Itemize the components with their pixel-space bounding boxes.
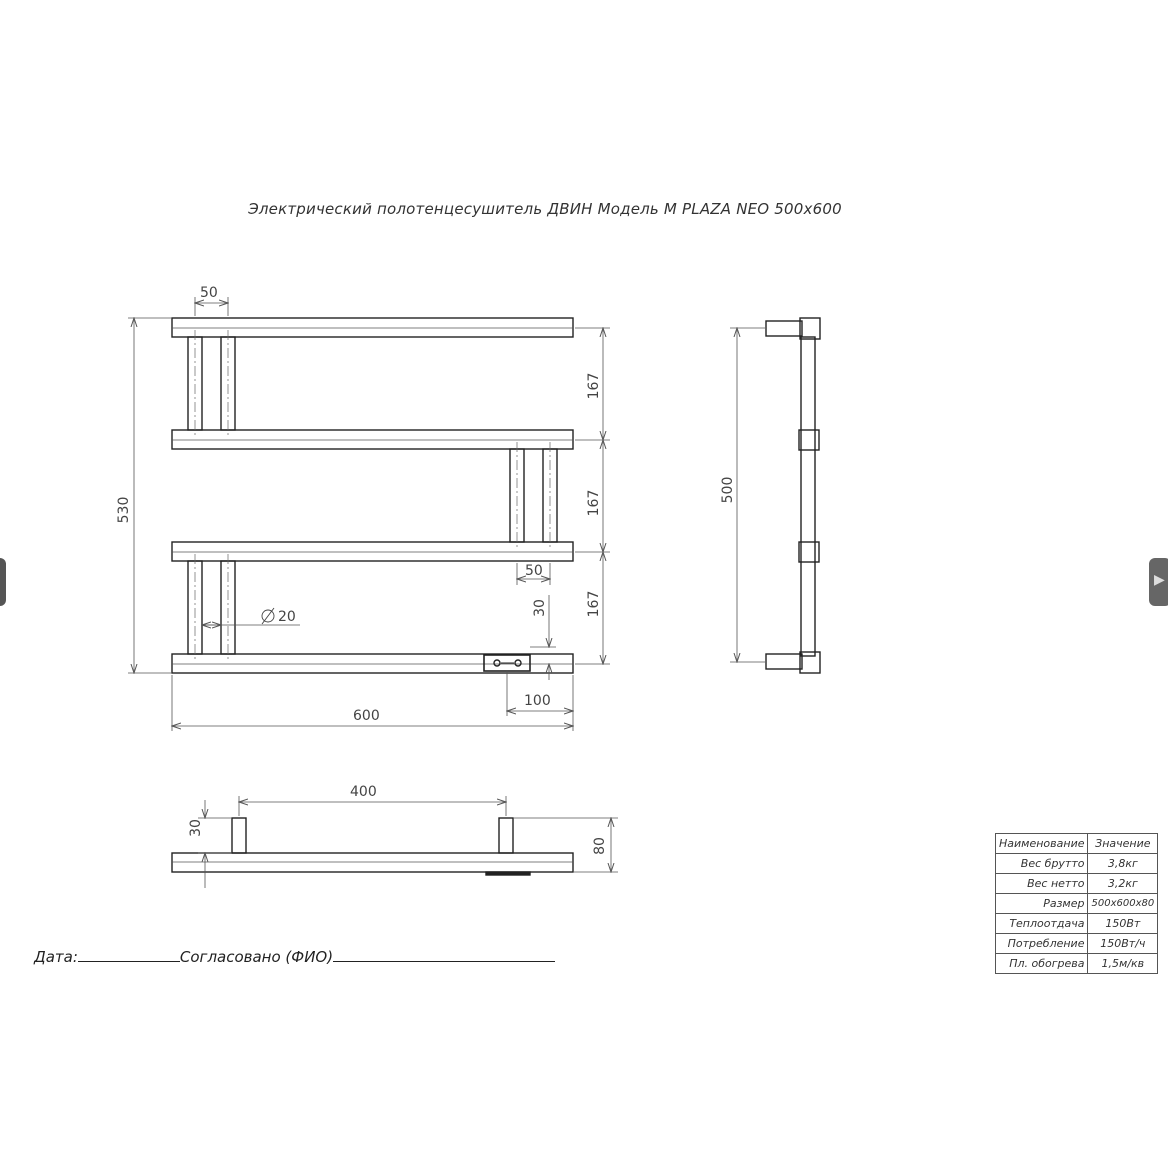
specs-header-value: Значение [1088, 834, 1158, 854]
side-mid-block-2 [799, 542, 819, 562]
dim-100: 100 [524, 693, 551, 709]
dim-500: 500 [720, 476, 736, 504]
front-view [172, 318, 573, 673]
table-row [996, 914, 1158, 934]
spec-value: 500x600x80 [1088, 894, 1158, 914]
top-view [172, 818, 573, 875]
crossbar-3 [172, 542, 573, 561]
spec-name: Пл. обогрева [996, 954, 1088, 974]
spec-name: Теплоотдача [996, 914, 1088, 934]
dim-600: 600 [353, 708, 380, 724]
dim-530: 530 [116, 496, 132, 524]
crossbar-1 [172, 318, 573, 337]
spec-value: 3,2кг [1088, 874, 1158, 894]
drawing-title: Электрический полотенцесушитель ДВИН Модель M PLAZA NEO 500x600 [248, 200, 842, 218]
top-dimensions [198, 796, 618, 888]
spec-value: 3,8кг [1088, 854, 1158, 874]
dim-167-a: 167 [586, 372, 602, 400]
dim-30-front: 30 [532, 599, 548, 617]
spec-name: Размер [996, 894, 1088, 914]
table-row [996, 854, 1158, 874]
specs-table [995, 833, 1158, 974]
side-view [766, 318, 820, 673]
dim-50-top: 50 [200, 285, 218, 301]
dim-30-top: 30 [188, 819, 204, 837]
spec-name: Вес брутто [996, 854, 1088, 874]
dim-400: 400 [350, 784, 377, 800]
top-post-left [232, 818, 246, 853]
date-label: Дата: [34, 948, 78, 966]
play-arrow-icon: ▶ [1154, 572, 1165, 588]
dim-80: 80 [592, 837, 608, 855]
spec-value: 150Вт [1088, 914, 1158, 934]
next-image-button[interactable] [1149, 558, 1168, 606]
crossbar-2 [172, 430, 573, 449]
spec-value: 1,5м/кв [1088, 954, 1158, 974]
side-bottom-bracket [766, 652, 820, 673]
spec-name: Потребление [996, 934, 1088, 954]
spec-name: Вес нетто [996, 874, 1088, 894]
approved-label: Согласовано (ФИО) [179, 948, 334, 966]
table-row [996, 954, 1158, 974]
diameter-icon [262, 608, 274, 624]
front-dimensions [128, 297, 610, 731]
dim-50-mid: 50 [525, 563, 543, 579]
approval-line [34, 946, 555, 966]
side-mid-block-1 [799, 430, 819, 450]
specs-header-name: Наименование [996, 834, 1088, 854]
approved-blank [333, 946, 555, 962]
spec-value: 150Вт/ч [1088, 934, 1158, 954]
specs-header-row [996, 834, 1158, 854]
dim-167-c: 167 [586, 590, 602, 618]
heater-connector [484, 655, 530, 671]
date-blank [78, 946, 180, 962]
table-row [996, 894, 1158, 914]
top-heater-connector [486, 872, 530, 875]
prev-image-button[interactable] [0, 558, 6, 606]
top-post-right [499, 818, 513, 853]
dim-167-b: 167 [586, 489, 602, 517]
dim-diameter-20: 20 [278, 609, 296, 625]
table-row [996, 934, 1158, 954]
side-top-bracket [766, 318, 820, 339]
table-row [996, 874, 1158, 894]
